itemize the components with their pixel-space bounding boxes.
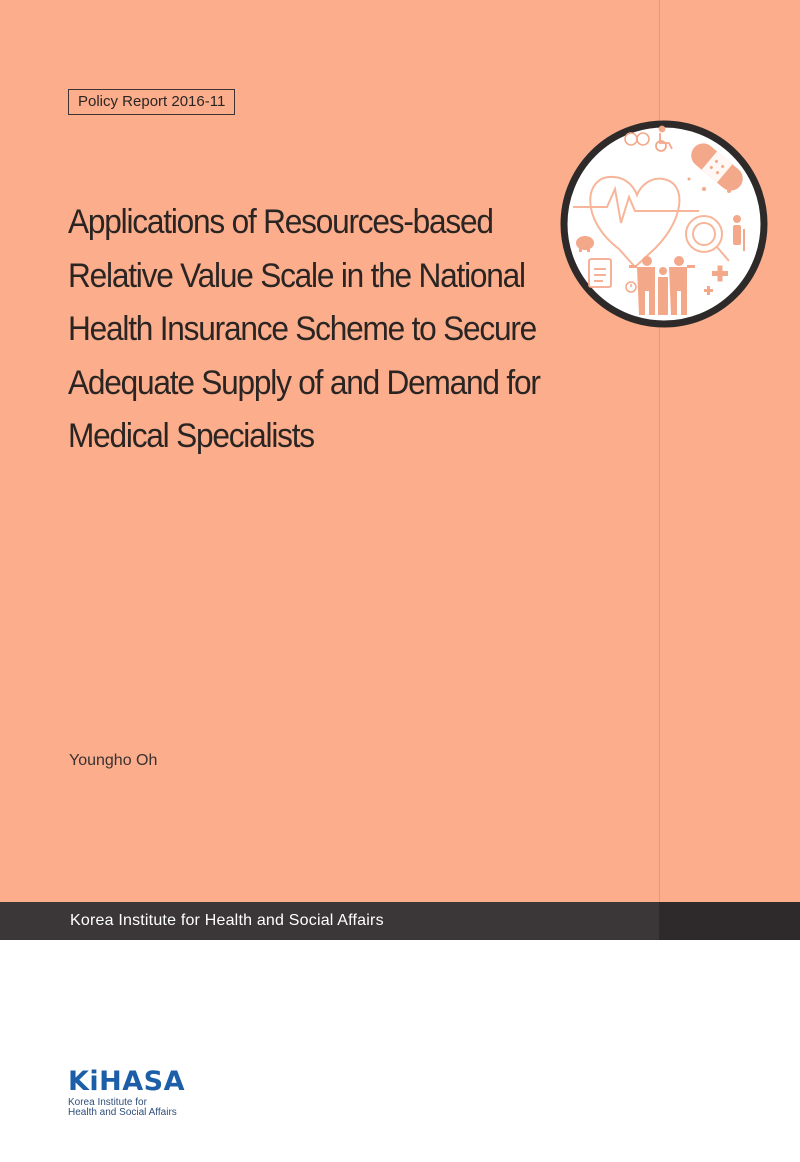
- logo-subtitle-line2: Health and Social Affairs: [68, 1107, 177, 1118]
- title-line: Adequate Supply of and Demand for: [68, 363, 540, 402]
- series-label: Policy Report 2016-11: [68, 89, 235, 115]
- logo-mark: KiHASA: [68, 1066, 186, 1097]
- title-line: Relative Value Scale in the National: [68, 256, 525, 295]
- author-name: Youngho Oh: [69, 752, 158, 769]
- report-title: [68, 196, 589, 464]
- band-spine-segment: [659, 902, 800, 940]
- title-line: Health Insurance Scheme to Secure: [68, 310, 537, 348]
- title-line: Medical Specialists: [68, 417, 314, 455]
- institute-band: [0, 902, 800, 940]
- logo-subtitle-line1: Korea Institute for: [68, 1097, 147, 1108]
- title-line: Applications of Resources-based: [68, 203, 493, 241]
- illustration-circle: [559, 119, 769, 329]
- kihasa-logo: [68, 1068, 268, 1118]
- institute-name: Korea Institute for Health and Social Affairs: [70, 912, 384, 929]
